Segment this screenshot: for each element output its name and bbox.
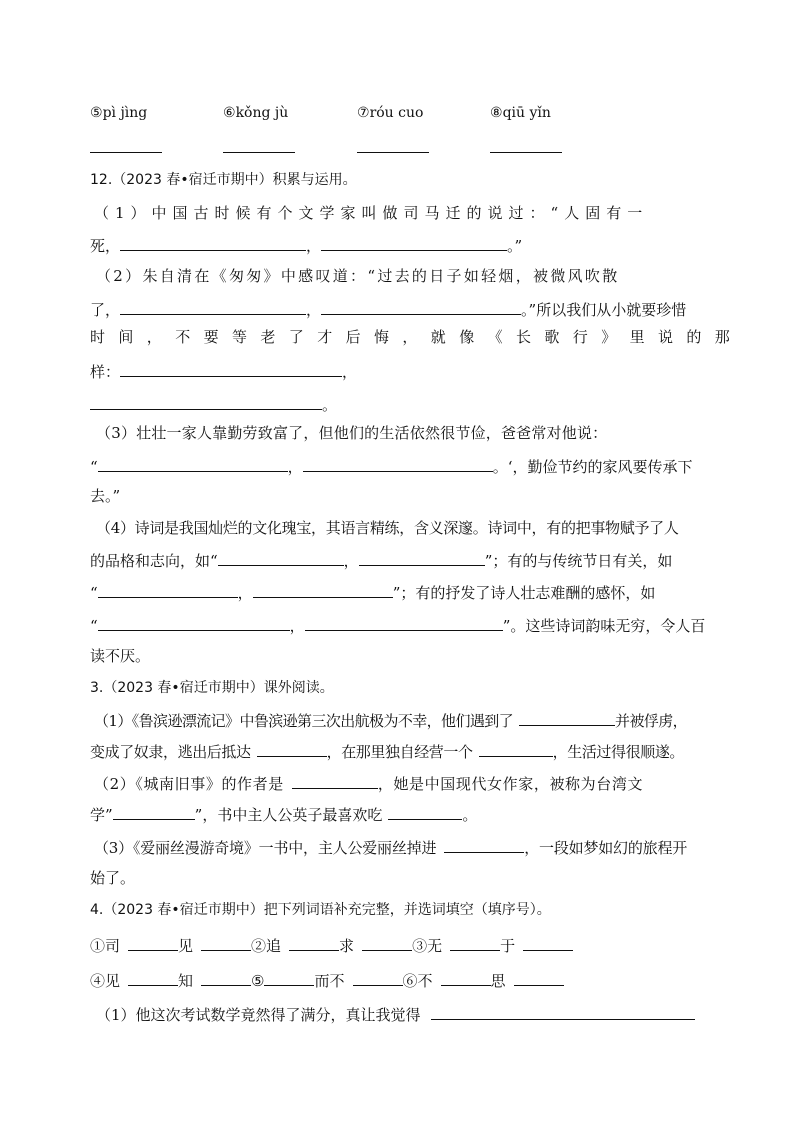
answer-blank[interactable] xyxy=(201,969,251,986)
q3-part1-line1 xyxy=(94,709,687,731)
pinyin-number: ⑤ xyxy=(90,105,103,121)
answer-blank[interactable] xyxy=(223,152,295,153)
q3-part1-line2 xyxy=(90,740,684,762)
answer-blank[interactable] xyxy=(113,803,195,820)
text: 。 xyxy=(462,806,478,824)
answer-blank[interactable] xyxy=(450,934,500,951)
text: 了， xyxy=(90,301,121,319)
text: 并被俘虏， xyxy=(615,712,688,730)
answer-blank[interactable] xyxy=(264,969,314,986)
text: ， xyxy=(289,617,305,635)
pinyin-item xyxy=(490,103,551,123)
text: ①司 xyxy=(90,937,121,955)
question-header: 4.（2023 春•宿迁市期中）把下列词语补充完整，并选词填空（填序号）。 xyxy=(90,902,551,918)
q3-part2-line1 xyxy=(94,772,643,794)
q12-part3-line1: （3）壮壮一家人靠勤劳致富了，但他们的生活依然很节俭，爸爸常对他说： xyxy=(96,424,608,442)
text: 于 xyxy=(500,937,516,955)
text: ”。这些诗词韵味无穷，令人百 xyxy=(502,617,706,635)
q4-row2 xyxy=(90,969,564,991)
q12-part2-line4 xyxy=(90,360,357,382)
answer-blank[interactable] xyxy=(98,581,238,598)
text: 变成了奴隶，逃出后抵达 xyxy=(90,743,251,761)
answer-blank[interactable] xyxy=(479,740,553,757)
text: ， xyxy=(306,237,322,255)
answer-blank[interactable] xyxy=(98,455,288,472)
q12-part2-line5 xyxy=(90,393,337,415)
answer-blank[interactable] xyxy=(90,152,162,153)
text: “ xyxy=(90,617,98,635)
q12-part1-line2 xyxy=(90,234,522,256)
q12-part3-line3: 去。” xyxy=(90,487,121,505)
answer-blank[interactable] xyxy=(253,581,393,598)
text: ”；有的与传统节日有关，如 xyxy=(484,552,673,570)
text: ， xyxy=(237,584,253,602)
answer-blank[interactable] xyxy=(120,298,306,315)
text: 。‘，勤俭节约的家风要传承下 xyxy=(492,458,693,476)
text: 学” xyxy=(90,806,113,824)
answer-blank[interactable] xyxy=(514,969,564,986)
text: 见 xyxy=(178,937,194,955)
text: ，生活过得很顺遂。 xyxy=(552,743,685,761)
q12-part1-line1: （1）中国古时候有个文学家叫做司马迁的说过：“人固有一 xyxy=(94,204,649,222)
text: 。”所以我们从小就要珍惜 xyxy=(521,301,687,319)
text: 死， xyxy=(90,237,121,255)
answer-blank[interactable] xyxy=(128,934,178,951)
pinyin-text: qiū yǐn xyxy=(502,105,551,121)
q12-part2-line1: （2）朱自清在《匆匆》中感叹道：“过去的日子如轻烟，被微风吹散 xyxy=(96,267,620,285)
pinyin-item xyxy=(90,103,147,123)
answer-blank[interactable] xyxy=(128,969,178,986)
answer-blank[interactable] xyxy=(321,234,507,251)
q12-part4-line2 xyxy=(90,549,672,571)
answer-blank[interactable] xyxy=(90,393,322,410)
text: ，她是中国现代女作家，被称为台湾文 xyxy=(377,775,644,793)
text: ④见 xyxy=(90,972,121,990)
answer-blank[interactable] xyxy=(444,836,524,853)
answer-blank[interactable] xyxy=(523,934,573,951)
text: ， xyxy=(342,363,358,381)
text: 的品格和志向，如“ xyxy=(90,552,218,570)
q3-part2-line2 xyxy=(90,803,477,825)
answer-blank[interactable] xyxy=(120,360,342,377)
answer-blank[interactable] xyxy=(388,803,462,820)
pinyin-text: pì jìng xyxy=(102,105,148,121)
q12-part4-line3 xyxy=(90,581,655,603)
q4-sentence-1 xyxy=(96,1003,695,1025)
answer-blank[interactable] xyxy=(321,298,521,315)
answer-blank[interactable] xyxy=(431,1003,695,1020)
q12-part4-line1: （4）诗词是我国灿烂的文化瑰宝，其语言精练，含义深邃。诗词中，有的把事物赋予了人 xyxy=(96,519,679,537)
answer-blank[interactable] xyxy=(218,549,344,566)
text: （3）《爱丽丝漫游奇境》一书中，主人公爱丽丝掉进 xyxy=(94,839,437,857)
answer-blank[interactable] xyxy=(292,772,378,789)
question-header: 3.（2023 春•宿迁市期中）课外阅读。 xyxy=(90,680,334,696)
text: ⑤ xyxy=(251,972,265,990)
pinyin-item xyxy=(223,103,288,123)
answer-blank[interactable] xyxy=(305,614,503,631)
pinyin-number: ⑧ xyxy=(490,105,503,121)
pinyin-number: ⑥ xyxy=(223,105,236,121)
text: 求 xyxy=(339,937,355,955)
pinyin-number: ⑦ xyxy=(357,105,370,121)
text: ③无 xyxy=(412,937,443,955)
text: ⑥不 xyxy=(402,972,433,990)
answer-blank[interactable] xyxy=(441,969,491,986)
pinyin-text: kǒng jù xyxy=(235,105,289,121)
text: ，一段如梦如幻的旅程开 xyxy=(524,839,688,857)
q4-row1 xyxy=(90,934,573,956)
text: （1）他这次考试数学竟然得了满分，真让我觉得 xyxy=(96,1006,421,1024)
text: “ xyxy=(90,458,98,476)
answer-blank[interactable] xyxy=(98,614,290,631)
text: （1）《鲁滨逊漂流记》中鲁滨逊第三次出航极为不幸，他们遇到了 xyxy=(94,712,514,730)
q12-part3-line2 xyxy=(90,455,692,477)
text: ， xyxy=(287,458,303,476)
pinyin-item xyxy=(357,103,423,123)
q12-part4-line5: 读不厌。 xyxy=(90,647,151,665)
text: ，在那里独自经营一个 xyxy=(326,743,473,761)
answer-blank[interactable] xyxy=(362,934,412,951)
q12-part2-line2 xyxy=(90,298,686,320)
text: “ xyxy=(90,584,98,602)
text: ”；有的抒发了诗人壮志难酬的感怀，如 xyxy=(392,584,656,602)
answer-blank[interactable] xyxy=(359,549,485,566)
q3-part3-line2: 始了。 xyxy=(90,869,136,887)
answer-blank[interactable] xyxy=(353,969,403,986)
text: ②追 xyxy=(251,937,282,955)
text: ， xyxy=(306,301,322,319)
text: 。” xyxy=(507,237,523,255)
q12-part2-line3: 时间，不要等老了才后悔，就像《长歌行》里说的那 xyxy=(90,328,744,346)
answer-blank[interactable] xyxy=(357,152,429,153)
answer-blank[interactable] xyxy=(201,934,251,951)
answer-blank[interactable] xyxy=(289,934,339,951)
text: 而不 xyxy=(314,972,345,990)
answer-blank[interactable] xyxy=(519,709,615,726)
text: （2）《城南旧事》的作者是 xyxy=(94,775,284,793)
text: 思 xyxy=(490,972,506,990)
answer-blank[interactable] xyxy=(257,740,327,757)
pinyin-text: róu cuo xyxy=(369,105,424,121)
question-header: 12.（2023 春•宿迁市期中）积累与运用。 xyxy=(90,172,357,188)
answer-blank[interactable] xyxy=(303,455,493,472)
text: ”，书中主人公英子最喜欢吃 xyxy=(194,806,383,824)
text: ， xyxy=(343,552,359,570)
answer-blank[interactable] xyxy=(120,234,306,251)
text: 知 xyxy=(178,972,194,990)
q12-part4-line4 xyxy=(90,614,705,636)
text: 样： xyxy=(90,363,121,381)
q3-part3-line1 xyxy=(94,836,687,858)
text: 。 xyxy=(322,396,338,414)
answer-blank[interactable] xyxy=(490,152,562,153)
